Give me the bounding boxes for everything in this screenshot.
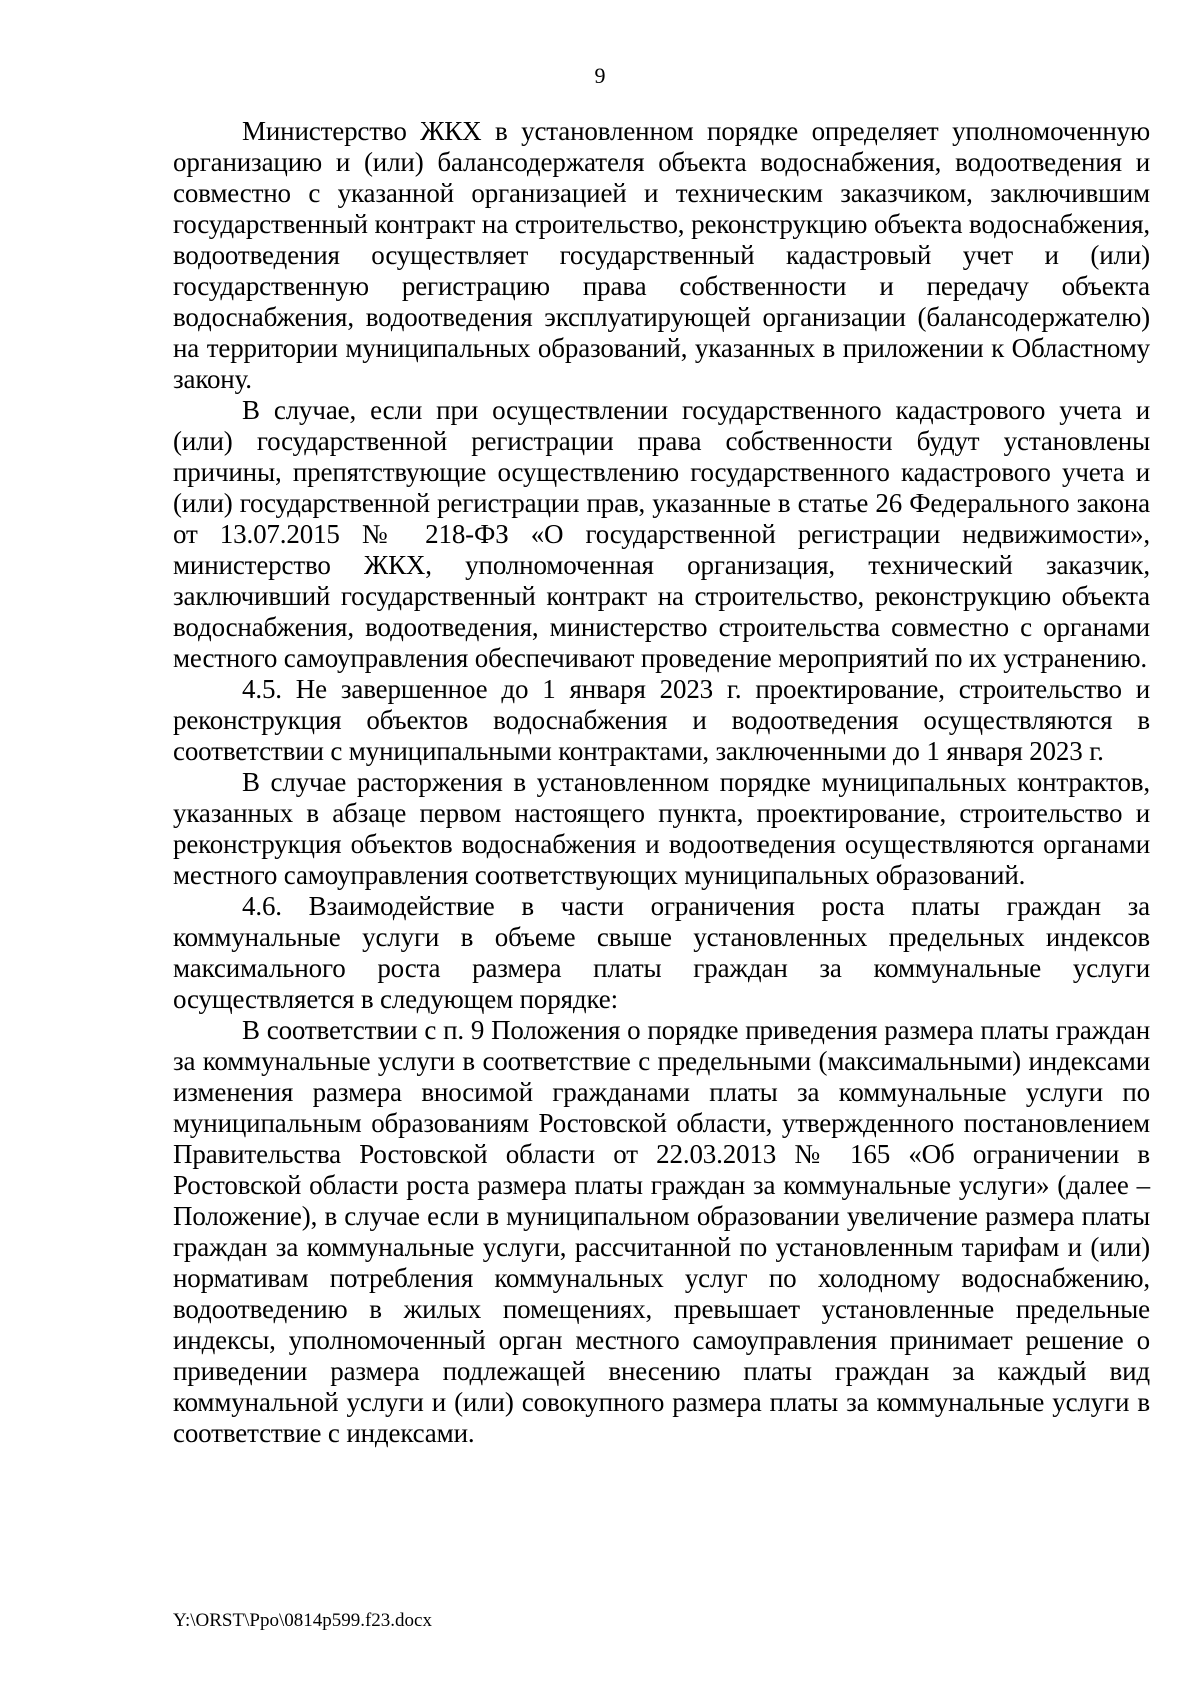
page-number: 9 (594, 63, 606, 88)
footer-file-path: Y:\ORST\Ppo\0814p599.f23.docx (173, 1610, 432, 1631)
paragraph-contract-termination: В случае расторжения в установленном порядке муниципальных контрактов, указанных в абзаце первом настоящего пункта, проектирование, строительство и реконструкция объектов водоснабжения и водоотведения осуществляются органами местного самоуправления соответствующих муниципальных образований. (173, 767, 1150, 890)
paragraph-regulation-clause-9: В соответствии с п. 9 Положения о порядке приведения размера платы граждан за коммунальные услуги в соответствие с предельными (максимальными) индексами изменения размера вносимой гражданами платы за коммунальные услуги по муниципальным образованиям Ростовской области, утвержденного постановлением Правительства Ростовской области от 22.03.2013 № 165 «Об ограничении в Ростовской области роста размера платы граждан за коммунальные услуги» (далее – Положение), в случае если в муниципальном образовании увеличение размера платы граждан за коммунальные услуги, рассчитанной по установленным тарифам и (или) нормативам потребления коммунальных услуг по холодному водоснабжению, водоотведению в жилых помещениях, превышает установленные предельные индексы, уполномоченный орган местного самоуправления принимает решение о приведении размера подлежащей внесению платы граждан за каждый вид коммунальной услуги и (или) совокупного размера платы за коммунальные услуги в соответствие с индексами. (173, 1015, 1150, 1448)
document-body (173, 116, 1150, 1449)
paragraph-registration-obstacles: В случае, если при осуществлении государственного кадастрового учета и (или) государственной регистрации права собственности будут установлены причины, препятствующие осуществлению государственного кадастрового учета и (или) государственной регистрации прав, указанные в статье 26 Федерального закона от 13.07.2015 № 218-ФЗ «О государственной регистрации недвижимости», министерство ЖКХ, уполномоченная организация, технический заказчик, заключивший государственный контракт на строительство, реконструкцию объекта водоснабжения, водоотведения, министерство строительства совместно с органами местного самоуправления обеспечивают проведение мероприятий по их устранению. (173, 395, 1150, 673)
paragraph-4-5-contracts: 4.5. Не завершенное до 1 января 2023 г. проектирование, строительство и реконструкция объектов водоснабжения и водоотведения осуществляются в соответствии с муниципальными контрактами, заключенными до 1 января 2023 г. (173, 674, 1150, 766)
paragraph-4-6-payment-limits: 4.6. Взаимодействие в части ограничения роста платы граждан за коммунальные услуги в объеме свыше установленных предельных индексов максимального роста размера платы граждан за коммунальные услуги осуществляется в следующем порядке: (173, 891, 1150, 1014)
paragraph-ministry-registration: Министерство ЖКХ в установленном порядке определяет уполномоченную организацию и (или) балансодержателя объекта водоснабжения, водоотведения и совместно с указанной организацией и техническим заказчиком, заключившим государственный контракт на строительство, реконструкцию объекта водоснабжения, водоотведения осуществляет государственный кадастровый учет и (или) государственную регистрацию права собственности и передачу объекта водоснабжения, водоотведения эксплуатирующей организации (балансодержателю) на территории муниципальных образований, указанных в приложении к Областному закону. (173, 116, 1150, 394)
